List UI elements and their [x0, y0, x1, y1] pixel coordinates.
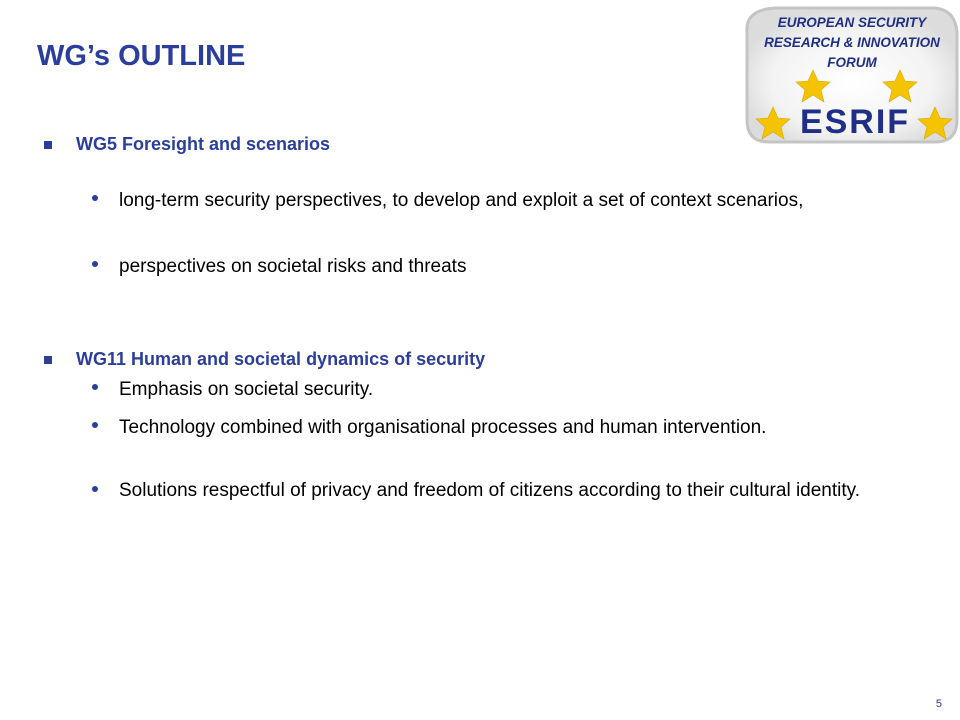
bullet-icon	[92, 195, 98, 201]
section-heading-text: WG11 Human and societal dynamics of security	[76, 349, 486, 369]
section-heading-text: WG5 Foresight and scenarios	[76, 134, 331, 154]
section-heading	[44, 134, 330, 155]
square-bullet-icon	[44, 141, 52, 149]
bullet-icon	[92, 486, 98, 492]
list-item	[92, 376, 892, 403]
logo-line1: EUROPEAN SECURITY	[777, 15, 927, 30]
slide-title: WG’s OUTLINE	[37, 40, 246, 72]
logo-line2: RESEARCH & INNOVATION	[764, 35, 940, 50]
list-item	[92, 187, 892, 214]
list-item-text: Technology combined with organisational processes and human intervention.	[119, 417, 767, 438]
list-item	[92, 476, 892, 513]
logo-line3: FORUM	[827, 55, 877, 70]
bullet-icon	[92, 384, 98, 390]
page-number: 5	[935, 698, 942, 710]
list-item	[92, 253, 892, 280]
logo-acronym: ESRIF	[799, 103, 911, 141]
square-bullet-icon	[44, 356, 52, 364]
list-item-text: Emphasis on societal security.	[119, 379, 374, 400]
bullet-icon	[92, 422, 98, 428]
list-item-text: perspectives on societal risks and threats	[119, 256, 467, 277]
section-heading	[44, 349, 485, 370]
bullet-icon	[92, 261, 98, 267]
list-item-text: long-term security perspectives, to develop and exploit a set of context scenarios,	[119, 190, 804, 211]
list-item	[92, 414, 892, 441]
list-item-text: Solutions respectful of privacy and freedom of citizens according to their cultural identity.	[119, 480, 861, 501]
